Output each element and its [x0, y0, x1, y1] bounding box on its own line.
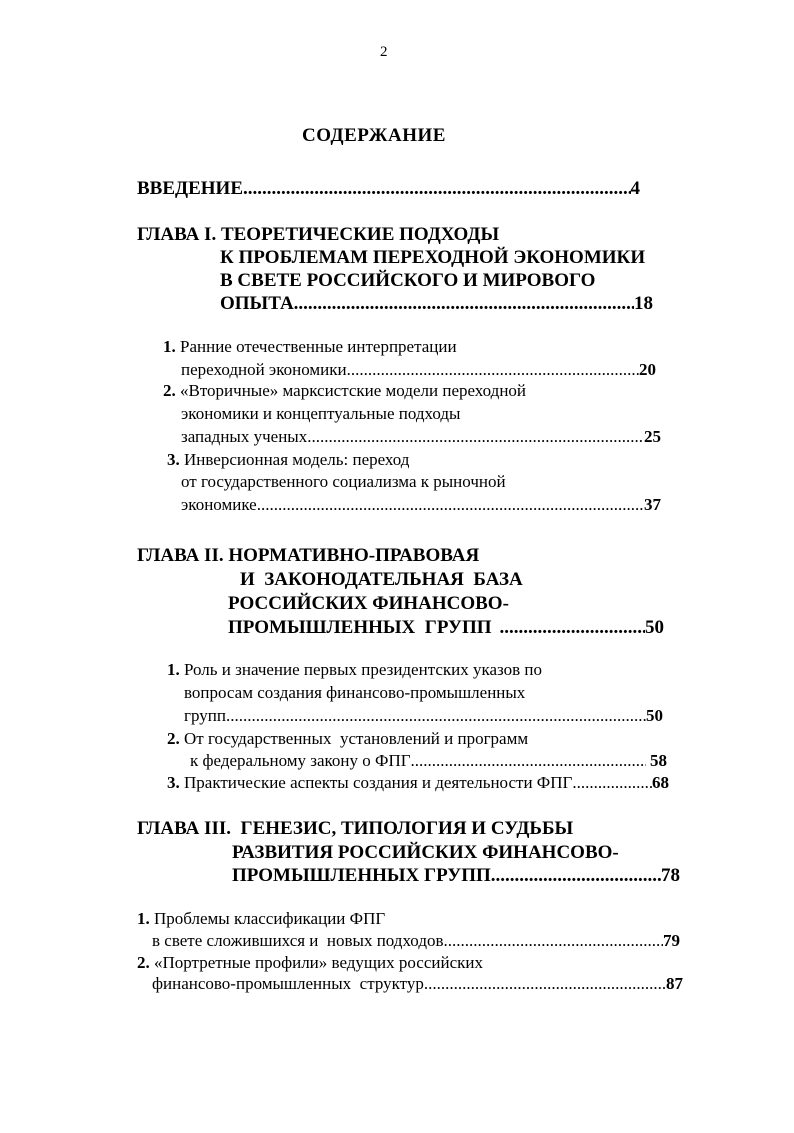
section-number: 3.	[167, 450, 180, 469]
section-title: От государственных установлений и программ	[184, 729, 529, 748]
section-page: 20	[639, 360, 656, 379]
section-title: Проблемы классификации ФПГ	[154, 909, 386, 928]
chapter-3-heading-line1: ГЛАВА III. ГЕНЕЗИС, ТИПОЛОГИЯ И СУДЬБЫ	[137, 818, 574, 839]
chapter-2-heading-line1: ГЛАВА II. НОРМАТИВНО-ПРАВОВАЯ	[137, 545, 480, 566]
dot-leader	[347, 360, 639, 380]
section-number: 1.	[137, 909, 150, 928]
chapter-1-heading-line4: ОПЫТА ..... 18	[220, 293, 653, 315]
dot-leader	[257, 495, 644, 515]
toc-intro-label: ВВЕДЕНИЕ	[137, 178, 243, 199]
dot-leader	[444, 931, 664, 951]
section-title: Ранние отечественные интерпретации	[180, 337, 457, 356]
section-page: 37	[644, 495, 661, 514]
chapter-1-page: 18	[634, 293, 653, 314]
chapter-2-page: 50	[645, 617, 664, 638]
dot-leader	[307, 427, 644, 447]
chapter-2-heading-line4: ПРОМЫШЛЕННЫХ ГРУПП ..... 50	[228, 617, 664, 639]
chapter-3-heading-line2: РАЗВИТИЯ РОССИЙСКИХ ФИНАНСОВО-	[232, 842, 619, 863]
dot-leader	[491, 865, 661, 887]
section-page: 50	[646, 706, 663, 725]
section-page: 68	[652, 773, 669, 792]
chapter-1-heading-line1: ГЛАВА I. ТЕОРЕТИЧЕСКИЕ ПОДХОДЫ	[137, 224, 500, 245]
section-number: 2.	[163, 381, 176, 400]
chapter-1-heading-line2: К ПРОБЛЕМАМ ПЕРЕХОДНОЙ ЭКОНОМИКИ	[220, 247, 646, 268]
section-title: «Вторичные» марксистские модели переходной	[180, 381, 527, 400]
section-title: Инверсионная модель: переход	[184, 450, 410, 469]
section-page: 79	[663, 931, 680, 950]
chapter-3-heading-line3: ПРОМЫШЛЕННЫХ ГРУПП ..... 78	[232, 865, 680, 887]
section-page: 58	[650, 751, 667, 770]
toc-intro-page: 4	[630, 178, 640, 199]
section-page: 25	[644, 427, 661, 446]
dot-leader	[424, 974, 666, 994]
section-number: 1.	[167, 660, 180, 679]
section-number: 1.	[163, 337, 176, 356]
section-number: 2.	[137, 953, 150, 972]
dot-leader	[500, 617, 646, 639]
section-title: «Портретные профили» ведущих российских	[154, 953, 483, 972]
chapter-3-page: 78	[661, 865, 680, 886]
toc-intro[interactable]	[137, 178, 640, 200]
section-page: 87	[666, 974, 683, 993]
chapter-2-heading-line3: РОССИЙСКИХ ФИНАНСОВО-	[228, 593, 509, 614]
dot-leader	[411, 751, 646, 771]
chapter-2-heading-line2: И ЗАКОНОДАТЕЛЬНАЯ БАЗА	[240, 569, 523, 590]
section-title: Практические аспекты создания и деятельности ФПГ	[184, 773, 573, 792]
dot-leader	[294, 293, 634, 315]
section-title: Роль и значение первых президентских указов по	[184, 660, 543, 679]
page-title: СОДЕРЖАНИЕ	[302, 125, 446, 146]
page-number: 2	[380, 44, 388, 60]
section-number: 2.	[167, 729, 180, 748]
chapter-1-heading-line3: В СВЕТЕ РОССИЙСКОГО И МИРОВОГО	[220, 270, 596, 291]
dot-leader	[226, 706, 646, 726]
section-number: 3.	[167, 773, 180, 792]
dot-leader	[243, 178, 631, 200]
dot-leader	[572, 773, 652, 793]
